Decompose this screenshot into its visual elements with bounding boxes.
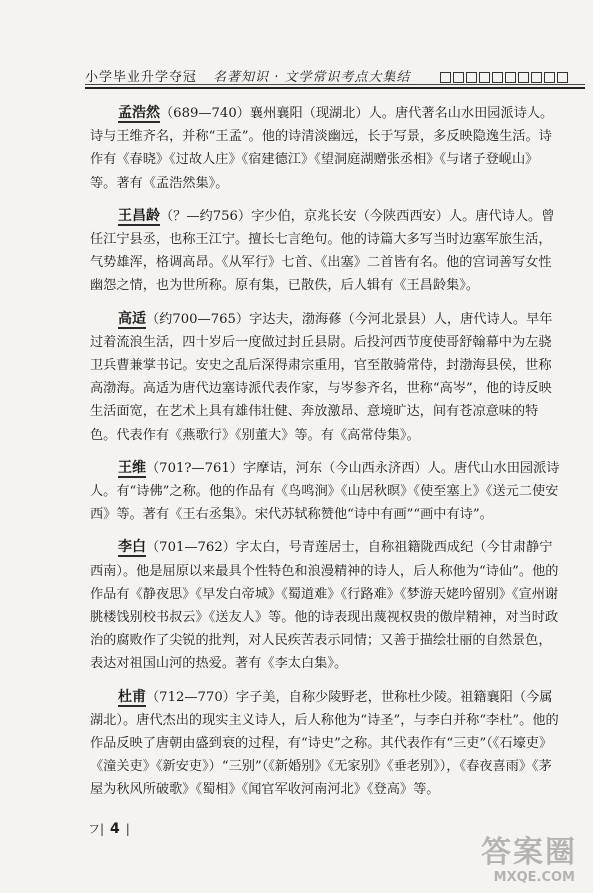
box-icon — [440, 72, 451, 83]
page-number: 4 — [110, 821, 120, 837]
poet-name: 王维 — [118, 459, 146, 476]
poet-name: 孟浩然 — [118, 105, 160, 121]
footer-bar: | — [125, 822, 130, 836]
entry-meng-haoran — [90, 102, 560, 195]
running-header — [85, 62, 585, 90]
box-icon — [544, 72, 555, 83]
series-title: 小学毕业升学夺冠 — [85, 70, 198, 85]
poet-description: （712—770）字子美，自称少陵野老，世称杜少陵。祖籍襄阳（今属湖北）。唐代杰出的现实主义诗人，后人称他为“诗圣”，与李白并称“李杜”。他的作品反映了唐朝由盛到衰的过程，有“诗史”之称。其代表作有“三吏”（《石壕吏》《潼关吏》《新安吏》）“三别”（《新婚别》《无家别》《垂老别》），《春夜喜雨》《茅屋为秋风所破歌》《蜀相》《闻官军收河南河北》《登高》等。 — [90, 689, 559, 798]
header-rule-thick — [85, 87, 585, 89]
box-icon — [531, 72, 542, 83]
poet-description: （约700—765）字达夫，渤海蓚（今河北景县）人，唐代诗人。早年过着流浪生活，四十岁后一度做过封丘县尉。后投河西节度使哥舒翰幕中为左骁卫兵曹兼掌书记。安史之乱后深得肃宗重用，官至散骑常侍，封渤海县侯，世称高渤海。高适为唐代边塞诗派代表作家，与岑参齐名，世称“高岑”，他的诗反映生活面宽，在艺术上具有雄伟壮健、奔放激昂、意境旷达，间有苍凉意味的特色。代表作有《燕歌行》《别董大》等。有《高常侍集》。 — [90, 311, 553, 443]
watermark-logo: 答案圈 — [481, 835, 577, 870]
entry-gao-shi — [90, 308, 560, 447]
section-title: 名著知识 · 文学常识考点大集结 — [213, 70, 411, 85]
poet-description: （701—762）字太白，号青莲居士，自称祖籍陇西成纪（今甘肃静宁西南）。他是屈原以来最具个性特色和浪漫精神的诗人，后人称他为“诗仙”。他的作品有《静夜思》《早发白帝城》《蜀道难》《行路难》《梦游天姥吟留别》《宣州谢朓楼饯别校书叔云》《送友人》等。他的诗表现出蔑视权贵的傲岸精神，对当时政治的腐败作了尖锐的批判，对人民疾苦表示同情；又善于描绘壮丽的自然景色，表达对祖国山河的热爱。著有《李太白集》。 — [90, 540, 559, 672]
poet-name: 李白 — [118, 539, 146, 556]
entry-wang-changling — [90, 205, 560, 298]
poet-name: 高适 — [118, 310, 146, 327]
header-rule — [85, 84, 585, 85]
box-icon — [453, 72, 464, 83]
box-icon — [557, 72, 568, 83]
poet-description: （689—740）襄州襄阳（现湖北）人。唐代著名山水田园派诗人。诗与王维齐名，并称“王孟”。他的诗清淡幽远，长于写景，多反映隐逸生活。诗作有《春晓》《过故人庄》《宿建德江》《望洞庭湖赠张丞相》《与诸子登岘山》等。著有《孟浩然集》。 — [90, 106, 554, 191]
page-body — [90, 102, 560, 812]
box-icon — [518, 72, 529, 83]
box-icon — [492, 72, 503, 83]
entry-du-fu — [90, 686, 560, 802]
poet-name: 王昌龄 — [118, 207, 160, 224]
poet-description: （？—约756）字少伯，京兆长安（今陕西西安）人。唐代诗人。曾任江宁县丞，也称王江宁。擅长七言绝句。他的诗篇大多写当时边塞军旅生活，气势雄浑，格调高昂。《从军行》七首、《出塞》二首皆有名。他的宫词善写女性幽怨之情，也为世所称。原有集，已散佚，后人辑有《王昌龄集》。 — [90, 208, 555, 294]
footer-mark: フ| — [88, 822, 105, 836]
box-icon — [479, 72, 490, 83]
page-footer — [88, 820, 130, 837]
poet-name: 杜甫 — [118, 688, 146, 705]
watermark-url: MXQE.COM — [493, 870, 575, 885]
box-icon — [505, 72, 516, 83]
box-icon — [466, 72, 477, 83]
entry-li-bai — [90, 536, 560, 675]
poet-description: （701?—761）字摩诘，河东（今山西永济西）人。唐代山水田园派诗人。有“诗佛”之称。他的作品有《鸟鸣涧》《山居秋暝》《使至塞上》《送元二使安西》等。著有《王右丞集》。宋代苏轼称赞他“诗中有画”“画中有诗”。 — [90, 460, 560, 523]
watermark — [463, 827, 583, 885]
entry-wang-wei — [90, 457, 560, 527]
